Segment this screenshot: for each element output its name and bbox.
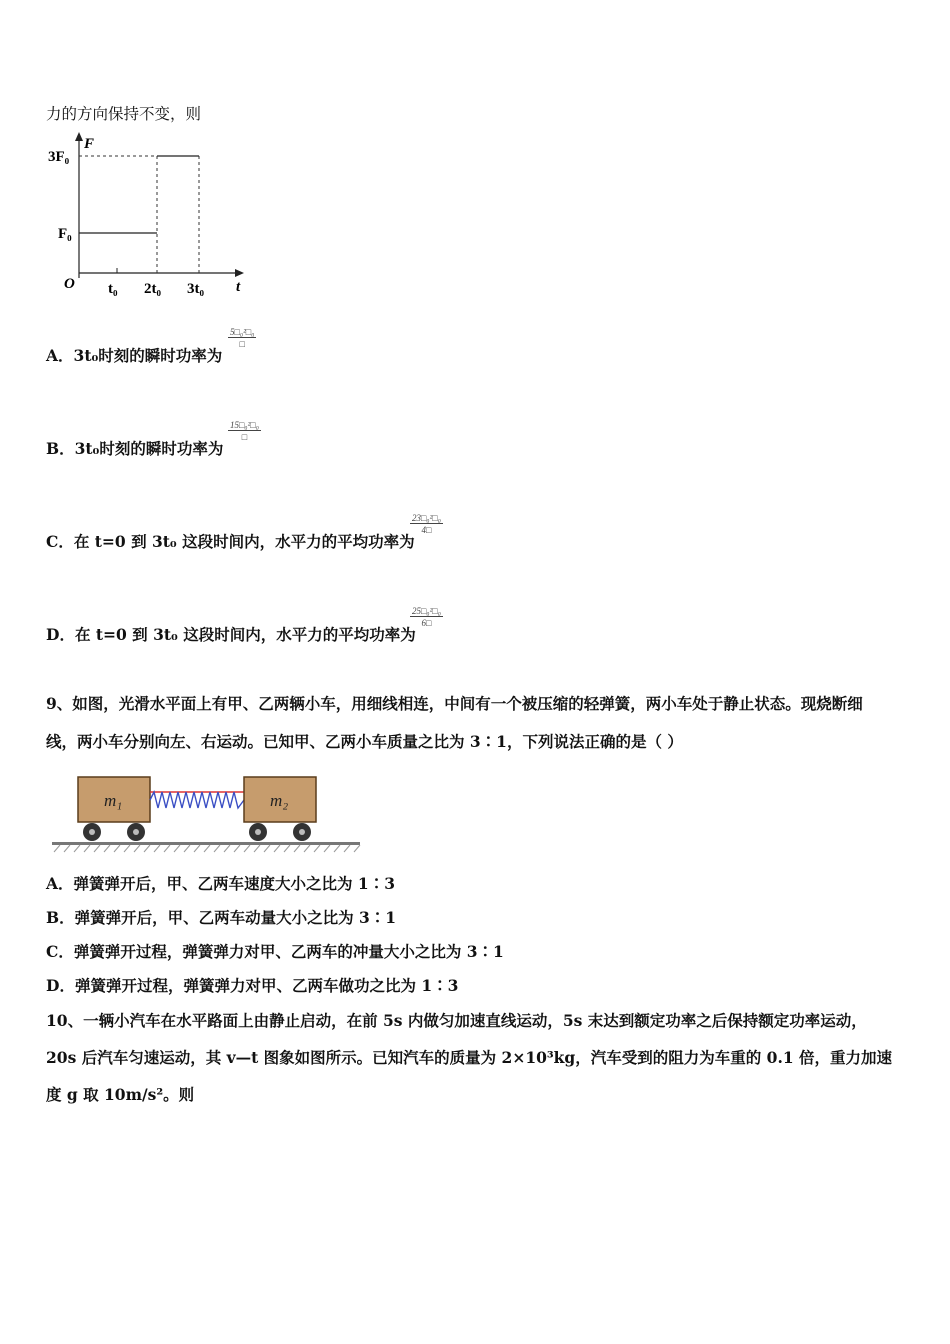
y-axis-label: F [84, 136, 95, 152]
carts-spring-figure [46, 772, 366, 862]
y-label-3f0: 3F₀ [48, 149, 70, 165]
q10-stem-line3: 度 g 取 10m/s²。则 [46, 1085, 195, 1104]
q8-option-d-fraction: $\frac{\text{25□₀²□₀}}{6□}$ [412, 606, 441, 628]
q9-option-b: B．弹簧弹开后，甲、乙两车动量大小之比为 3∶1 [46, 908, 397, 927]
ground [52, 842, 360, 845]
intro-line: 力的方向保持不变，则 [46, 105, 202, 123]
q8-option-d: D．在 t=0 到 3t₀ 这段时间内，水平力的平均功率为 [46, 625, 416, 644]
cart-2-label: m₂ [270, 791, 289, 810]
spring [150, 792, 244, 808]
q9-stem-line2: 线，两小车分别向左、右运动。已知甲、乙两小车质量之比为 3∶1，下列说法正确的是（ ） [46, 732, 683, 751]
q8-option-a-fraction: 5□₀²□₀ □ [230, 327, 255, 349]
q8-option-c: C．在 t=0 到 3t₀ 这段时间内，水平力的平均功率为 [46, 532, 415, 551]
q10-stem-line1: 10、一辆小汽车在水平路面上由静止启动，在前 5s 内做匀加速直线运动，5s 末达到额定功率之后保持额定功率运动， [46, 1011, 867, 1030]
x-axis-label: t [236, 279, 241, 295]
force-time-graph [44, 128, 264, 303]
y-label-f0: F₀ [58, 226, 72, 242]
x-axis-arrow [235, 269, 244, 277]
q10-stem-line2: 20s 后汽车匀速运动，其 v—t 图象如图所示。已知汽车的质量为 2×10³kg，汽车受到的阻力为车重的 0.1 倍，重力加速 [46, 1048, 893, 1067]
q9-option-a: A．弹簧弹开后，甲、乙两车速度大小之比为 1∶3 [46, 874, 395, 893]
y-axis-arrow [75, 132, 83, 141]
cart-1-label: m₁ [104, 791, 123, 810]
q8-option-c-fraction: $\frac{\text{23□₀²□₀}}{4□}$ [412, 513, 441, 535]
q9-option-d: D．弹簧弹开过程，弹簧弹力对甲、乙两车做功之比为 1∶3 [46, 976, 459, 995]
x-label-3t0: 3t₀ [187, 281, 204, 297]
q9-stem-line1: 9、如图，光滑水平面上有甲、乙两辆小车，用细线相连，中间有一个被压缩的轻弹簧，两小车处于静止状态。现烧断细 [46, 694, 863, 713]
origin-label: O [64, 276, 75, 292]
x-label-2t0: 2t₀ [144, 281, 161, 297]
q9-option-c: C．弹簧弹开过程，弹簧弹力对甲、乙两车的冲量大小之比为 3∶1 [46, 942, 504, 961]
q8-option-b: B．3t₀时刻的瞬时功率为 [46, 439, 224, 458]
q8-option-b-fraction: 15□₀²□₀ □ [230, 420, 259, 442]
q8-option-a: A．3t₀时刻的瞬时功率为 [46, 346, 223, 365]
x-label-t0: t₀ [108, 281, 118, 297]
